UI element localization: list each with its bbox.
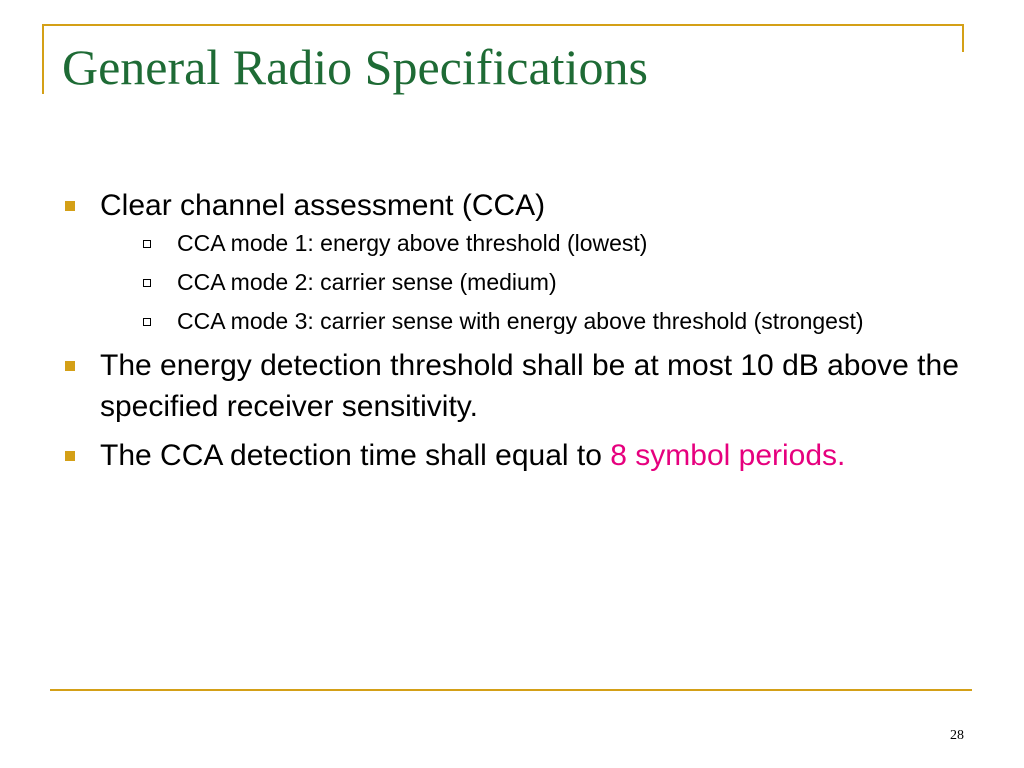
bullet-item-detection-time bbox=[60, 435, 960, 476]
sub-bullet-text: CCA mode 2: carrier sense (medium) bbox=[177, 269, 557, 295]
slide-title: General Radio Specifications bbox=[62, 39, 648, 95]
page-number: 28 bbox=[950, 728, 964, 743]
frame-right-rule bbox=[962, 24, 964, 52]
square-bullet-icon bbox=[65, 361, 75, 371]
frame-top-rule bbox=[42, 24, 964, 26]
bullet-text: The energy detection threshold shall be at most 10 dB above the specified receiver sensitivity. bbox=[100, 349, 959, 423]
bullet-item-cca bbox=[60, 185, 960, 336]
sub-bullet-list bbox=[100, 228, 960, 336]
hollow-square-bullet-icon bbox=[143, 279, 151, 287]
hollow-square-bullet-icon bbox=[143, 318, 151, 326]
sub-bullet-item-cca-mode-1 bbox=[100, 228, 960, 258]
footer-rule bbox=[50, 689, 972, 691]
sub-bullet-item-cca-mode-3 bbox=[100, 306, 960, 336]
square-bullet-icon bbox=[65, 451, 75, 461]
bullet-list bbox=[60, 185, 960, 484]
bullet-text: Clear channel assessment (CCA) bbox=[100, 189, 546, 222]
bullet-text: The CCA detection time shall equal to bbox=[100, 439, 611, 472]
bullet-item-energy-threshold bbox=[60, 345, 960, 427]
frame-left-rule bbox=[42, 24, 44, 94]
sub-bullet-item-cca-mode-2 bbox=[100, 267, 960, 297]
hollow-square-bullet-icon bbox=[143, 240, 151, 248]
sub-bullet-text: CCA mode 1: energy above threshold (lowest) bbox=[177, 230, 648, 256]
sub-bullet-text: CCA mode 3: carrier sense with energy above threshold (strongest) bbox=[177, 308, 864, 334]
square-bullet-icon bbox=[65, 201, 75, 211]
highlighted-text: 8 symbol periods. bbox=[610, 439, 846, 472]
